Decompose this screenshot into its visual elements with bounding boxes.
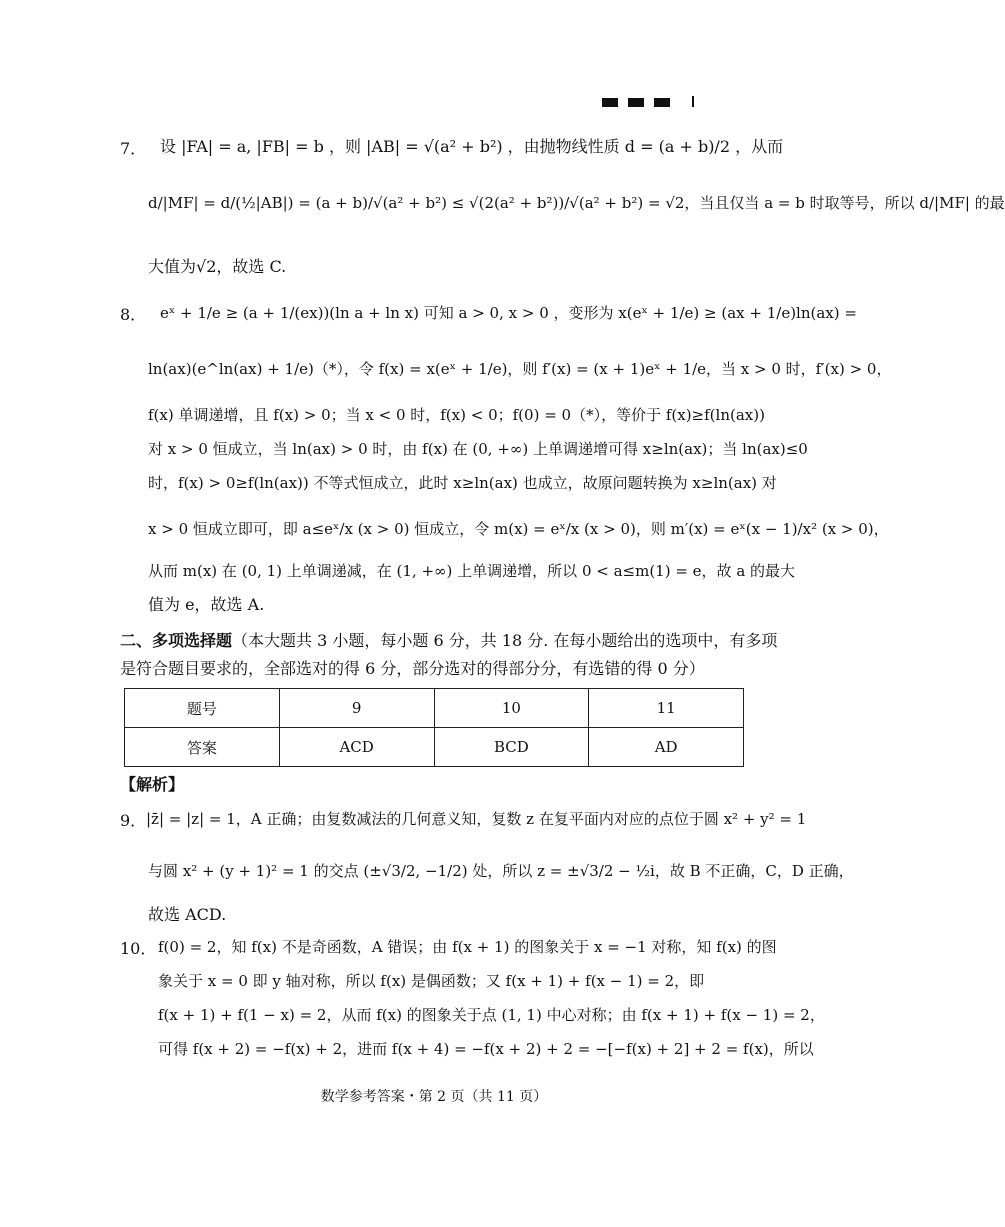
- q10-line-3: f(x + 1) + f(1 − x) = 2，从而 f(x) 的图象关于点 (1, 1) 中心对称；由 f(x + 1) + f(x − 1) = 2，: [158, 1006, 825, 1024]
- table-cell: 11: [589, 689, 744, 728]
- q10-line-1: f(0) = 2，知 f(x) 不是奇函数，A 错误；由 f(x + 1) 的图象关于 x = −1 对称，知 f(x) 的图: [158, 938, 777, 956]
- section2-desc-2: 是符合题目要求的，全部选对的得 6 分，部分选对的得部分分，有选错的得 0 分）: [120, 659, 705, 678]
- q9-number: 9．: [120, 811, 147, 830]
- page-footer: 数学参考答案・第 2 页（共 11 页）: [320, 1089, 548, 1105]
- section2-heading: [120, 628, 777, 651]
- table-cell: 答案: [125, 728, 280, 767]
- table-cell: 题号: [125, 689, 280, 728]
- q10-line-4: 可得 f(x + 2) = −f(x) + 2，进而 f(x + 4) = −f(x + 2) + 2 = −[−f(x) + 2] + 2 = f(x)，所以: [158, 1040, 814, 1058]
- answer-table: [124, 688, 744, 767]
- q10-number: 10．: [120, 939, 157, 958]
- q9-line-1: |z̄| = |z| = 1，A 正确；由复数减法的几何意义知，复数 z 在复平面内对应的点位于圆 x² + y² = 1: [146, 810, 807, 828]
- table-cell: BCD: [434, 728, 589, 767]
- q7-number: 7．: [120, 139, 147, 158]
- q8-number: 8．: [120, 305, 147, 324]
- q7-line-3: 大值为√2，故选 C.: [148, 257, 287, 276]
- q7-line-2: d/|MF| = d/(½|AB|) = (a + b)/√(a² + b²) ≤ √(2(a² + b²))/√(a² + b²) = √2，当且仅当 a = b 时取等号，所以 d/|MF| 的最: [148, 194, 1005, 212]
- q8-line-1: eˣ + 1/e ≥ (a + 1/(ex))(ln a + ln x) 可知 a > 0, x > 0 ，变形为 x(eˣ + 1/e) ≥ (ax + 1/e)ln(ax) =: [160, 304, 857, 322]
- table-row: [125, 689, 744, 728]
- table-cell: 9: [279, 689, 434, 728]
- q8-line-4: 对 x > 0 恒成立，当 ln(ax) > 0 时，由 f(x) 在 (0, +∞) 上单调递增可得 x≥ln(ax)；当 ln(ax)≤0: [148, 440, 808, 458]
- q8-line-5: 时，f(x) > 0≥f(ln(ax)) 不等式恒成立，此时 x≥ln(ax) 也成立，故原问题转换为 x≥ln(ax) 对: [148, 474, 777, 492]
- q8-line-7: 从而 m(x) 在 (0, 1) 上单调递减，在 (1, +∞) 上单调递增，所以 0 < a≤m(1) = e，故 a 的最大: [148, 562, 796, 580]
- q8-line-6: x > 0 恒成立即可，即 a≤eˣ/x (x > 0) 恒成立，令 m(x) = eˣ/x (x > 0)，则 m′(x) = eˣ(x − 1)/x² (x > 0)，: [148, 520, 889, 538]
- q8-line-8: 值为 e，故选 A.: [148, 595, 265, 614]
- header-block-3: [654, 98, 670, 107]
- q9-line-3: 故选 ACD.: [148, 905, 227, 924]
- q8-line-2: ln(ax)(e^ln(ax) + 1/e)（*），令 f(x) = x(eˣ + 1/e)，则 f′(x) = (x + 1)eˣ + 1/e，当 x > 0 时，f′(x) > 0，: [148, 360, 892, 378]
- q7-line-1: 设 |FA| = a, |FB| = b ，则 |AB| = √(a² + b²) ，由抛物线性质 d = (a + b)/2 ，从而: [160, 137, 784, 156]
- q9-line-2: 与圆 x² + (y + 1)² = 1 的交点 (±√3/2, −1/2) 处，所以 z = ±√3/2 − ½i，故 B 不正确，C，D 正确，: [148, 862, 854, 880]
- analysis-label: 【解析】: [120, 775, 185, 794]
- q10-line-2: 象关于 x = 0 即 y 轴对称，所以 f(x) 是偶函数；又 f(x + 1) + f(x − 1) = 2，即: [158, 972, 705, 990]
- header-block-1: [602, 98, 618, 107]
- section2-desc-1: （本大题共 3 小题，每小题 6 分，共 18 分. 在每小题给出的选项中，有多项: [232, 631, 778, 650]
- section2-title: 二、多项选择题: [120, 631, 233, 650]
- header-bar: [692, 96, 694, 107]
- q8-line-3: f(x) 单调递增，且 f(x) > 0；当 x < 0 时，f(x) < 0；f(0) = 0（*），等价于 f(x)≥f(ln(ax)): [148, 406, 765, 424]
- table-cell: ACD: [279, 728, 434, 767]
- table-cell: 10: [434, 689, 589, 728]
- header-block-2: [628, 98, 644, 107]
- table-cell: AD: [589, 728, 744, 767]
- table-row: [125, 728, 744, 767]
